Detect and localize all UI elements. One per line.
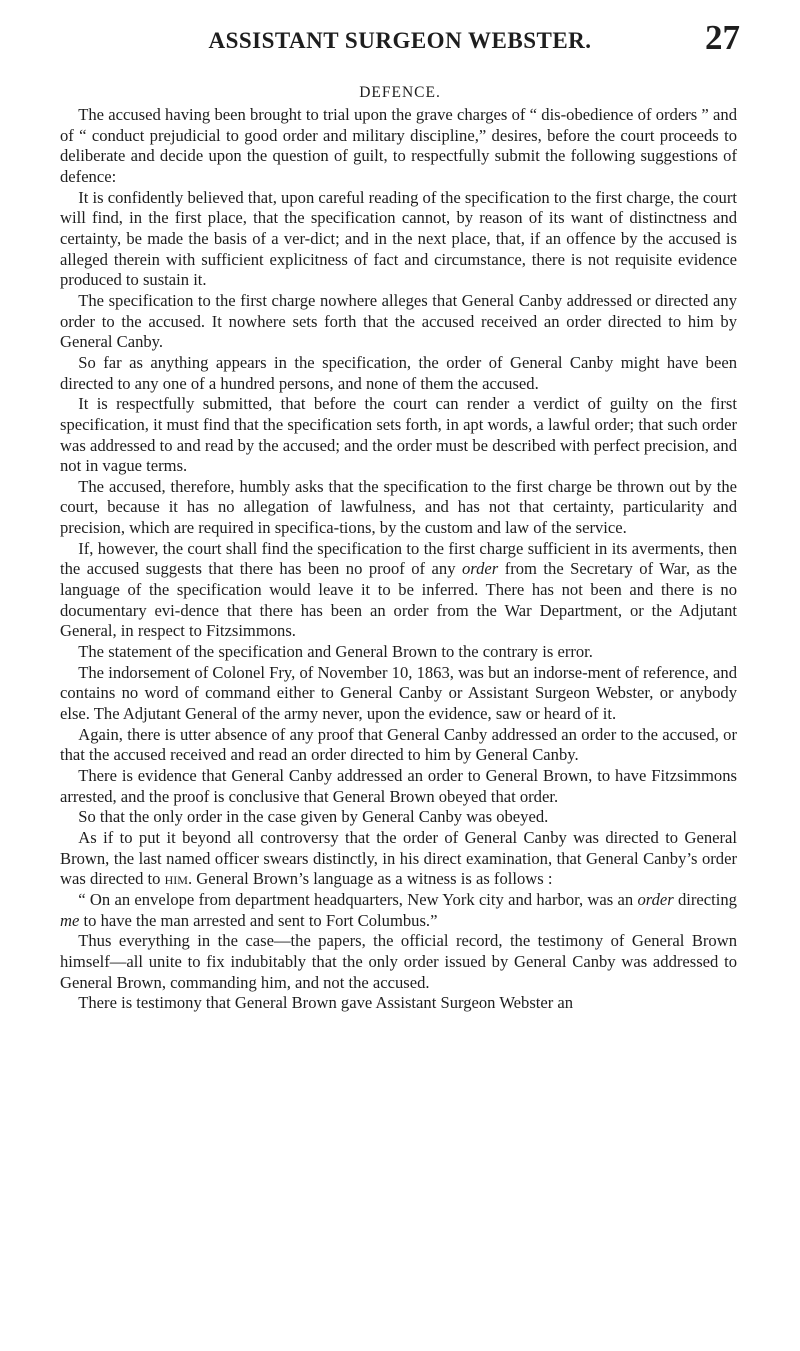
paragraph: The statement of the specification and General Brown to the contrary is error. — [78, 642, 593, 662]
paragraph: There is evidence that General Canby addressed an order to General Brown, to have Fitzsimmons arrested, and the proof is conclusive that General Brown obeyed that order. — [60, 766, 737, 806]
paragraph — [60, 828, 737, 890]
paragraph: The accused, therefore, humbly asks that the specification to the first charge be thrown out by the court, because it has no allegation of lawfulness, and has not that certainty, particularity and precision, which are required in specifica-tions, by the custom and law of the service. — [60, 476, 737, 538]
text-run: “ On an envelope from department headquarters, New York city and harbor, was an — [78, 889, 638, 909]
emphasis: me — [60, 910, 80, 930]
text-run: General Brown’s language as a witness is as follows : — [192, 869, 553, 889]
small-caps-word: him. — [164, 869, 193, 889]
emphasis: order — [637, 889, 674, 909]
paragraph: Again, there is utter absence of any proof that General Canby addressed an order to the accused, or that the accused received and read an order directed to him by General Canby. — [60, 724, 737, 765]
paragraph: The indorsement of Colonel Fry, of November 10, 1863, was but an indorse-ment of reference, and contains no word of command either to General Canby or Assistant Surgeon Webster, or anybody else. The Adjutant General of the army never, upon the evidence, saw or heard of it. — [60, 662, 737, 724]
paragraph: So that the only order in the case given by General Canby was obeyed. — [78, 807, 549, 827]
section-heading: DEFENCE. — [359, 84, 441, 101]
text-run: As if to put it beyond all controversy that the order of General Canby was directed to General Brown, the last named officer swears distinctly, in his direct examination, that General Canby’s order was directed to — [60, 827, 737, 889]
running-title: ASSISTANT SURGEON WEBSTER. — [208, 28, 592, 53]
text-run: If, however, the court shall find the specification to the first charge sufficient in its averments, then the accused suggests that there has been no proof of any — [60, 538, 737, 579]
text-run: to have the man arrested and sent to Fort Columbus.” — [79, 910, 438, 930]
paragraph: The specification to the first charge nowhere alleges that General Canby addressed or directed any order to the accused. It nowhere sets forth that the accused received an order directed to him by General Canby. — [60, 290, 737, 352]
paragraph: It is confidently believed that, upon careful reading of the specification to the first charge, the court will find, in the first place, that the specification cannot, by reason of its want of distinctness and certainty, be made the basis of a ver-dict; and in the next place, that, if an offence by the accused is alleged therein with sufficient explicitness of fact and circumstance, there is not requisite evidence produced to sustain it. — [60, 187, 737, 290]
paragraph: Thus everything in the case—the papers, the official record, the testimony of General Brown himself—all unite to fix indubitably that the only order issued by General Canby was addressed to General Brown, commanding him, and not the accused. — [60, 931, 737, 992]
paragraph: So far as anything appears in the specification, the order of General Canby might have been directed to any one of a hundred persons, and none of them the accused. — [60, 352, 737, 393]
emphasis: order — [461, 559, 499, 579]
paragraph — [60, 890, 737, 931]
text-run: from the Secretary of War, as the language of the specification would leave it to be inferred. There has not been and there is no documentary evi-dence that there has been an order from the War Department, or the Adjutant General, in respect to Fitzsimmons. — [60, 559, 737, 641]
running-head — [60, 18, 740, 68]
page-number: 27 — [705, 18, 740, 57]
paragraph: It is respectfully submitted, that before the court can render a verdict of guilty on the first specification, it must find that the specification sets forth, in apt words, a lawful order; that such order was addressed to and read by the accused; and the order must be described with perfect precision, and not in vague terms. — [60, 394, 737, 476]
body-text — [60, 105, 737, 1014]
paragraph — [60, 539, 737, 642]
paragraph: There is testimony that General Brown gave Assistant Surgeon Webster an — [78, 993, 574, 1013]
paragraph: The accused having been brought to trial upon the grave charges of “ dis-obedience of orders ” and of “ conduct prejudicial to good order and military discipline,” desires, before the court proceeds to deliberate and decide upon the question of guilt, to respectfully submit the following suggestions of defence: — [60, 105, 737, 186]
text-run: directing — [673, 889, 737, 909]
